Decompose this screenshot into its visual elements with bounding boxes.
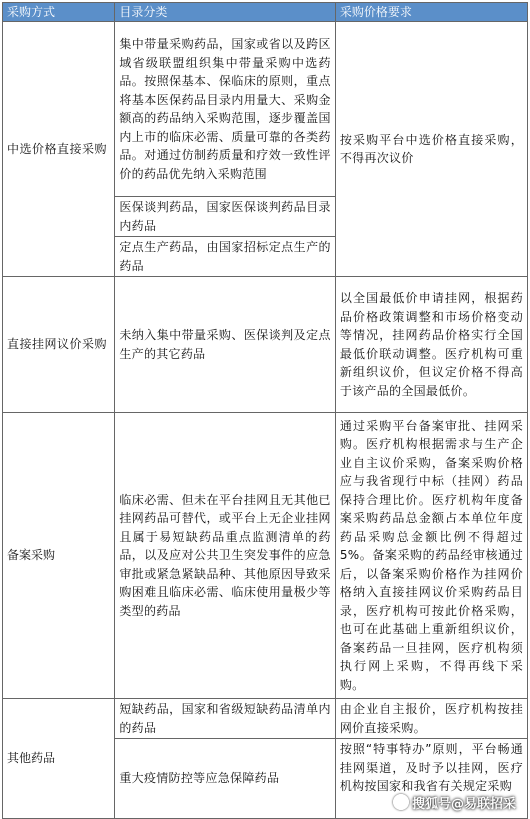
table-row [3,22,528,197]
header-price-requirement: 采购价格要求 [335,3,527,22]
category-cell: 短缺药品，国家和省级短缺药品清单内的药品 [115,699,335,739]
method-cell: 备案采购 [3,413,115,699]
procurement-table [2,2,528,819]
price-cell: 通过采购平台备案审批、挂网采购。医疗机构根据需求与生产企业自主议价采购，备案采购价格应与我省现行中标（挂网）药品保持合理比价。医疗机构年度备案采购药品总金额占本单位年度药品采购总金额比例不得超过5%。备案采购的药品经审核通过后，以备案采购价格作为挂网价格纳入直接挂网议价采购药品目录，医疗机构可按此价格采购，也可在此基础上重新组织议价，备案药品一旦挂网，医疗机构须执行网上采购，不得再线下采购。 [335,413,527,699]
table-row [3,277,528,413]
table-row [3,699,528,739]
price-cell: 以全国最低价申请挂网，根据药品价格政策调整和市场价格变动等情况，挂网药品价格实行全国最低价联动调整。医疗机构可重新组织议价，但议定价格不得高于该产品的全国最低价。 [335,277,527,413]
watermark [390,793,516,812]
category-cell: 医保谈判药品，国家医保谈判药品目录内药品 [115,197,335,237]
category-cell: 临床必需、但未在平台挂网且无其他已挂网药品可替代，或平台上无企业挂网且属于易短缺药品重点监测清单的药品，以及应对公共卫生突发事件的应急审批或紧急紧缺品种、其他原因导致采购困难且临床必需、临床使用量极少等类型的药品 [115,413,335,699]
category-cell: 集中带量采购药品，国家或省以及跨区域省级联盟组织集中带量采购中选药品。按照保基本、保临床的原则，重点将基本医保药品目录内用量大、采购金额高的药品纳入采购范围，逐步覆盖国内上市的临床必需、质量可靠的各类药品。对通过仿制药质量和疗效一致性评价的药品优先纳入采购范围 [115,22,335,197]
table-header-row [3,3,528,22]
category-cell: 重大疫情防控等应急保障药品 [115,739,335,819]
price-cell: 按采购平台中选价格直接采购，不得再次议价 [335,22,527,277]
header-procurement-method: 采购方式 [3,3,115,22]
method-cell: 直接挂网议价采购 [3,277,115,413]
watermark-text: 搜狐号@易联招采 [411,797,516,812]
sohu-logo-icon [393,794,409,810]
category-cell: 未纳入集中带量采购、医保谈判及定点生产的其它药品 [115,277,335,413]
price-cell: 按照“特事特办”原则，平台畅通挂网渠道，及时予以挂网，医疗机构按国家和我省有关规定采购 [335,739,527,819]
category-cell: 定点生产药品，由国家招标定点生产的药品 [115,237,335,277]
method-cell: 其他药品 [3,699,115,819]
header-catalog-category: 目录分类 [115,3,335,22]
price-cell: 由企业自主报价，医疗机构按挂网价直接采购。 [335,699,527,739]
table-row [3,413,528,699]
method-cell: 中选价格直接采购 [3,22,115,277]
